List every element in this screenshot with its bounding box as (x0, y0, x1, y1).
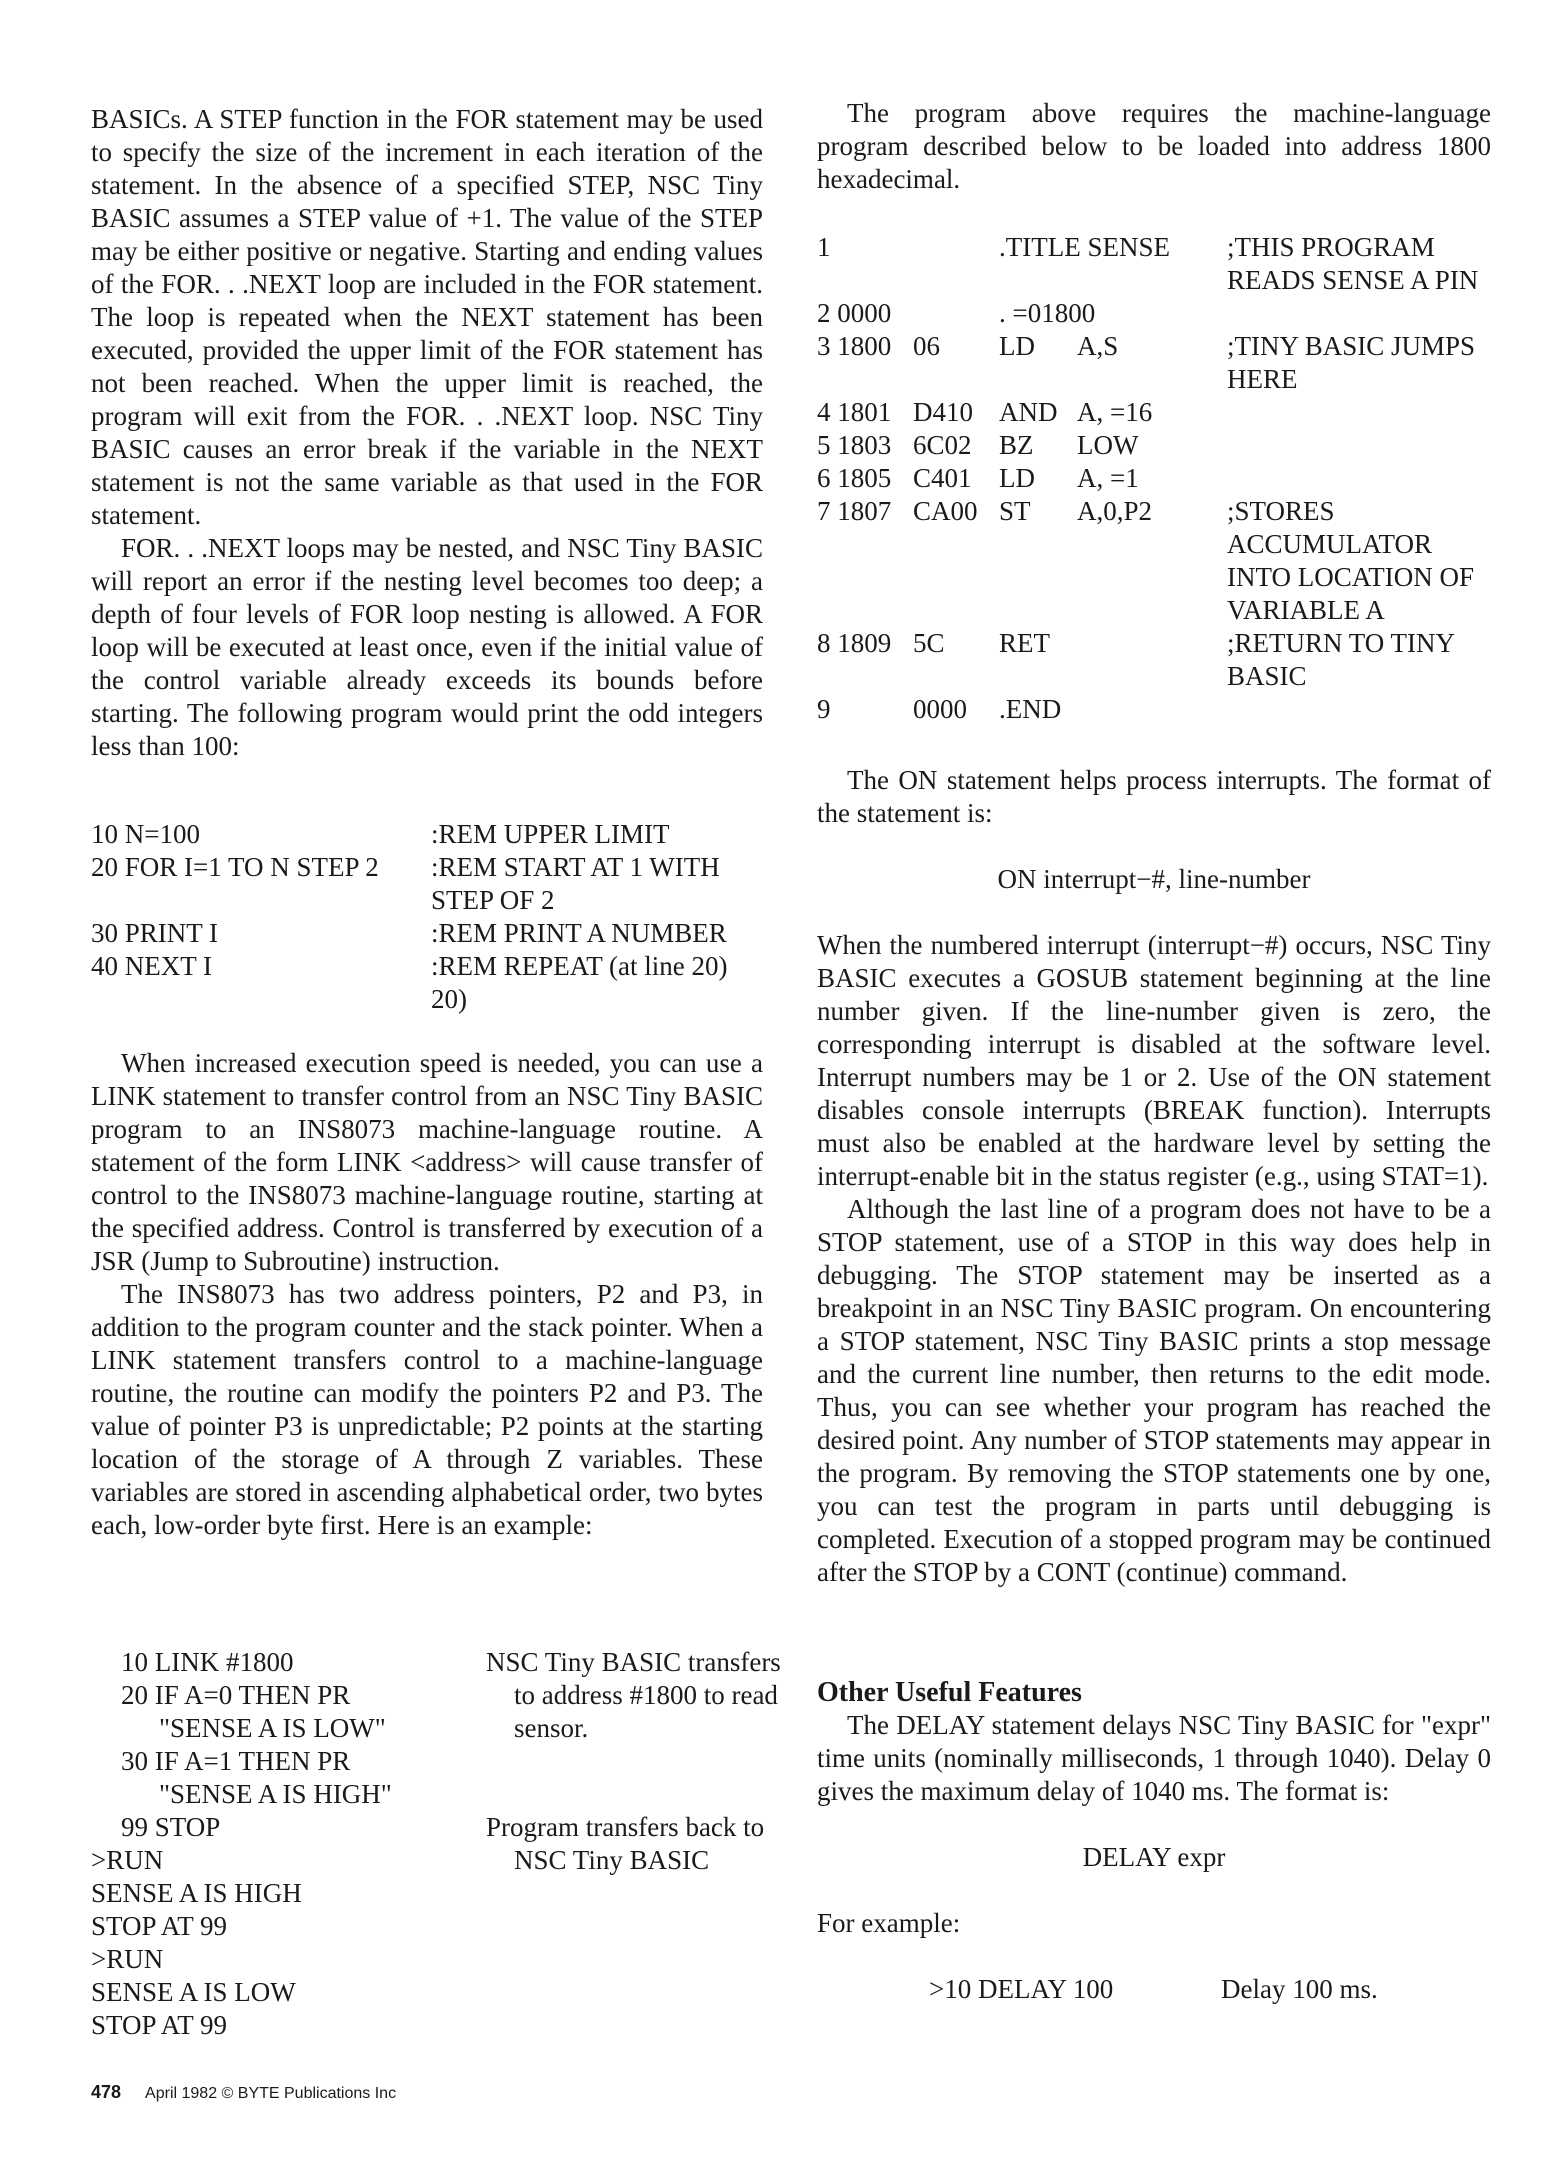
hex: 6C02 (913, 430, 972, 460)
delay-format: DELAY expr (1082, 1842, 1226, 1872)
operand (1077, 627, 1227, 693)
section-heading: Other Useful Features (817, 1677, 1082, 1708)
paragraph: The DELAY statement delays NSC Tiny BASIC for "expr" time units (nominally milliseconds, 1 through 1040). Delay 0 gives the maximum delay of 1040 ms. The format is: (817, 1710, 1491, 1806)
line-number: 1 (817, 232, 831, 262)
paragraph: When the numbered interrupt (interrupt−#) occurs, NSC Tiny BASIC executes a GOSUB statement beginning at the line number given. If the line-number given is zero, the corresponding interrupt is disabled at the software level. Interrupt numbers may be 1 or 2. Use of the ON statement disables console interrupts (BREAK function). Interrupts must also be enabled at the hardware level by setting the interrupt-enable bit in the status register (e.g., using STAT=1). (817, 930, 1491, 1191)
hex: C401 (913, 463, 972, 493)
asm-row (817, 297, 1491, 330)
hex (913, 297, 999, 330)
code-line: "SENSE A IS LOW" (159, 1713, 386, 1743)
paragraph: Although the last line of a program does not have to be a STOP statement, use of a STOP in this way does help in debugging. The STOP statement may be inserted as a breakpoint in an NSC Tiny BASIC program. On encountering a STOP statement, NSC Tiny BASIC prints a stop message and the current line number, then returns to the edit mode. Thus, you can see whether your program has reached the desired point. Any number of STOP statements may appear in the program. By removing the STOP statements one by one, you can test the program in parts until debugging is completed. Execution of a stopped program may be continued after the STOP by a CONT (continue) command. (817, 1194, 1491, 1587)
code-line: 20 FOR I=1 TO N STEP 2 (91, 852, 379, 882)
operand: LOW (1077, 430, 1139, 460)
mnemonic: . =01800 (999, 298, 1096, 328)
line-number: 9 (817, 694, 831, 724)
example-note: Delay 100 ms. (1221, 1974, 1378, 2004)
hex: D410 (913, 397, 973, 427)
paragraph: When increased execution speed is needed, you can use a LINK statement to transfer control from an NSC Tiny BASIC program to an INS8073 machine-language routine. A statement of the form LINK <address> will cause transfer of control to the INS8073 machine-language routine, starting at the specified address. Control is transferred by execution of a JSR (Jump to Subroutine) instruction. (91, 1048, 763, 1276)
on-format: ON interrupt−#, line-number (997, 864, 1311, 894)
asm-row (817, 495, 1491, 627)
comment (1227, 297, 1491, 330)
code-line: SENSE A IS HIGH (91, 1878, 302, 1908)
mnemonic: LD (999, 331, 1035, 361)
paragraph: BASICs. A STEP function in the FOR statement may be used to specify the size of the increment in each iteration of the statement. In the absence of a specified STEP, NSC Tiny BASIC assumes a STEP value of +1. The value of the STEP may be either positive or negative. Starting and ending values of the FOR. . .NEXT loop are included in the FOR statement. The loop is repeated when the NEXT statement has been executed, provided the upper limit of the FOR statement has not been reached. When the upper limit is reached, the program will exit from the FOR. . .NEXT loop. NSC Tiny BASIC causes an error break if the variable in the NEXT statement is not the same variable as that used in the FOR statement. (91, 104, 763, 530)
footer-credit: April 1982 © BYTE Publications Inc (145, 2085, 397, 2102)
asm-row (817, 330, 1491, 396)
asm-row (817, 231, 1491, 297)
comment (1227, 429, 1491, 462)
paragraph: The ON statement helps process interrupts. The format of the statement is: (817, 765, 1491, 828)
hex: 0000 (913, 694, 967, 724)
link-section (91, 1047, 763, 1542)
comment (1227, 462, 1491, 495)
hex: 5C (913, 628, 945, 658)
hex (913, 231, 999, 297)
right-column-intro (817, 97, 1491, 196)
code-remark: :REM UPPER LIMIT (431, 819, 670, 849)
code-line: 10 N=100 (91, 819, 200, 849)
code-line: 20 IF A=0 THEN PR (121, 1680, 351, 1710)
code-line: 40 NEXT I (91, 951, 212, 981)
code-note: NSC Tiny BASIC transfers to address #1800 to read sensor. (486, 1647, 781, 1743)
line-number: 6 1805 (817, 463, 892, 493)
mnemonic: BZ (999, 430, 1034, 460)
mnemonic: LD (999, 463, 1035, 493)
code-remark: :REM PRINT A NUMBER (431, 918, 727, 948)
comment: ;TINY BASIC JUMPS HERE (1227, 331, 1476, 394)
asm-row (817, 462, 1491, 495)
for-example-label: For example: (817, 1908, 961, 1938)
code-remark: :REM REPEAT (at line 20) 20) (431, 951, 728, 1014)
hex: CA00 (913, 496, 978, 526)
paragraph: The INS8073 has two address pointers, P2 and P3, in addition to the program counter and the stack pointer. When a LINK statement transfers control to a machine-language routine, the routine can modify the pointers P2 and P3. The value of pointer P3 is unpredictable; P2 points at the starting location of the storage of A through Z variables. These variables are stored in ascending alphabetical order, two bytes each, low-order byte first. Here is an example: (91, 1279, 763, 1540)
code-line: STOP AT 99 (91, 2010, 228, 2040)
line-number: 8 1809 (817, 628, 892, 658)
operand: A, =1 (1077, 463, 1139, 493)
other-features-section (817, 1676, 1491, 2006)
code-line: 99 STOP (121, 1812, 221, 1842)
code-line: 30 IF A=1 THEN PR (121, 1746, 351, 1776)
comment (1227, 693, 1491, 726)
code-line: >RUN (91, 1944, 164, 1974)
delay-example (817, 1973, 1491, 2006)
line-number: 4 1801 (817, 397, 892, 427)
comment: ;STORES ACCUMULATOR INTO LOCATION OF VARIABLE A (1227, 496, 1474, 625)
asm-row (817, 429, 1491, 462)
paragraph: FOR. . .NEXT loops may be nested, and NSC Tiny BASIC will report an error if the nesting level becomes too deep; a depth of four levels of FOR loop nesting is allowed. A FOR loop will be executed at least once, even if the initial value of the control variable already exceeds its bounds before starting. The following program would print the odd integers less than 100: (91, 533, 763, 761)
operand (1077, 693, 1227, 726)
on-statement-section (817, 764, 1491, 1589)
page-footer (91, 2076, 396, 2110)
comment (1227, 396, 1491, 429)
code-note: Program transfers back to NSC Tiny BASIC (486, 1812, 765, 1875)
code-line: SENSE A IS LOW (91, 1977, 296, 2007)
line-number: 7 1807 (817, 496, 892, 526)
asm-row (817, 693, 1491, 726)
left-column-intro (91, 103, 763, 763)
code-line: >RUN (91, 1845, 164, 1875)
page-number: 478 (91, 2082, 122, 2102)
hex: 06 (913, 331, 940, 361)
code-line: STOP AT 99 (91, 1911, 228, 1941)
comment: ;THIS PROGRAM READS SENSE A PIN (1227, 232, 1479, 295)
mnemonic: .END (999, 694, 1062, 724)
operand: A, =16 (1077, 397, 1153, 427)
comment: ;RETURN TO TINY BASIC (1227, 628, 1455, 691)
paragraph: The program above requires the machine-language program described below to be loaded into address 1800 hexadecimal. (817, 98, 1491, 194)
line-number: 3 1800 (817, 331, 892, 361)
for-loop-code-listing (91, 818, 763, 1016)
operand: A,0,P2 (1077, 496, 1153, 526)
code-remark: :REM START AT 1 WITH STEP OF 2 (431, 852, 720, 915)
mnemonic: .TITLE SENSE (999, 232, 1170, 262)
line-number: 5 1803 (817, 430, 892, 460)
line-number: 2 0000 (817, 298, 892, 328)
operand: A,S (1077, 331, 1119, 361)
example-code: >10 DELAY 100 (929, 1974, 1114, 2004)
code-line: 10 LINK #1800 (121, 1647, 294, 1677)
code-line: "SENSE A IS HIGH" (159, 1779, 392, 1809)
asm-row (817, 396, 1491, 429)
code-lines (91, 1646, 451, 2042)
mnemonic: RET (999, 628, 1050, 658)
code-line: 30 PRINT I (91, 918, 219, 948)
mnemonic: AND (999, 397, 1058, 427)
asm-row (817, 627, 1491, 693)
mnemonic: ST (999, 496, 1031, 526)
assembly-listing (817, 231, 1491, 726)
